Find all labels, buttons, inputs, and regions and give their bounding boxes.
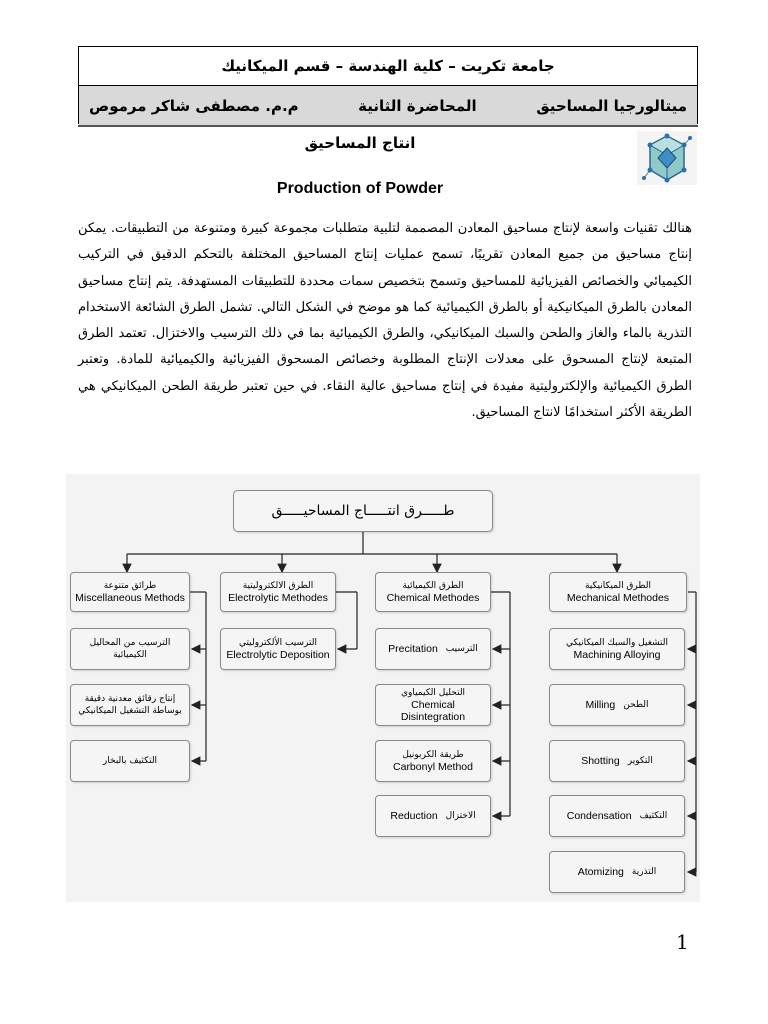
lecture-number: المحاضرة الثانية — [358, 96, 477, 115]
header-subbar — [79, 86, 697, 125]
precipitation-en: Precitation — [388, 643, 438, 655]
misc-item-3: التكثيف بالبخار — [102, 756, 158, 766]
shotting-en: Shotting — [581, 755, 620, 767]
powder-methods-diagram — [66, 474, 700, 902]
electrolytic-deposition-node — [220, 628, 336, 670]
intro-paragraph: هنالك تقنيات واسعة لإنتاج مساحيق المعادن المصممة لتلبية متطلبات مجموعة كبيرة ومتنوعة من التطبيقات. يمكن إنتاج مساحيق من جميع المعادن تقريبًا، تسمح عمليات إنتاج المساحيق المختلفة بالتحكم الدقيق في التركيب الكيميائي والخصائص الفيزيائية للمساحيق وتسمح بتخصيص سمات محددة للتطبيقات المستهدفة. يتم إنتاج مساحيق المعادن بالطرق الميكانيكية أو بالطرق الكيميائية كما هو موضح في الشكل التالي. تشمل الطرق الشائعة الاستخدام التذرية بالماء والغاز والطحن والسبك الميكانيكي، والطرق الكيميائية بما في ذلك الترسيب والاختزال. تعتمد الطرق المتبعة لإنتاج المسحوق على معدلات الإنتاج المطلوبة وخصائص المسحوق الفيزيائية والكيميائية للمادة. وتعتبر الطرق الكيميائية والإلكتروليتية مفيدة في إنتاج مساحيق عالية النقاء. في حين تعتبر طريقة الطحن الميكانيكي هي الطريقة الأكثر استخدامًا لانتاج المساحيق. — [78, 221, 692, 421]
condensation-en: Condensation — [566, 810, 632, 822]
reduction-node — [375, 795, 491, 837]
disintegration-en: Chemical Disintegration — [400, 699, 466, 723]
chemical-en: Chemical Methodes — [386, 592, 480, 604]
mechanical-en: Mechanical Methodes — [566, 592, 670, 604]
electrolytic-en: Electrolytic Methodes — [228, 592, 328, 604]
machining-en: Machining Alloying — [573, 649, 661, 661]
lecturer-name: م.م. مصطفى شاكر مرموص — [89, 96, 299, 115]
machining-ar: التشغيل والسبك الميكانيكي — [565, 638, 669, 648]
diagram-root: طـــــرق انتـــــاج المساحيـــــق — [233, 490, 493, 532]
header-rule — [78, 125, 698, 127]
page-number: 1 — [676, 930, 689, 954]
precipitation-ar: الترسيب — [445, 644, 478, 654]
misc-item-1: الترسيب من المحاليل الكيميائية — [89, 638, 171, 660]
electrolytic-ar: الطرق الالكتروليتية — [242, 581, 314, 591]
vapor-condensation-node — [70, 740, 190, 782]
chemical-disintegration-node — [375, 684, 491, 726]
atomizing-ar: التذرية — [631, 867, 657, 877]
course-name: ميتالورجيا المساحيق — [536, 96, 687, 115]
misc-methods-node — [70, 572, 190, 612]
english-title: Production of Powder — [276, 180, 444, 197]
atomizing-en: Atomizing — [577, 866, 624, 878]
condensation-node — [549, 795, 685, 837]
milling-en: Milling — [585, 699, 616, 711]
atomizing-node — [549, 851, 685, 893]
university-title: جامعة تكريت – كلية الهندسة – قسم الميكانيك — [79, 47, 697, 86]
milling-node — [549, 684, 685, 726]
deposition-en: Electrolytic Deposition — [226, 649, 330, 661]
carbonyl-method-node — [375, 740, 491, 782]
reduction-en: Reduction — [390, 810, 438, 822]
chemical-methods-node — [375, 572, 491, 612]
milling-ar: الطحن — [623, 700, 649, 710]
machining-alloying-node — [549, 628, 685, 670]
reduction-ar: الاختزال — [445, 811, 476, 821]
carbonyl-en: Carbonyl Method — [393, 761, 473, 773]
chemical-ar: الطرق الكيميائية — [402, 581, 464, 591]
mechanical-ar: الطرق الميكانيكية — [584, 581, 652, 591]
misc-ar: طرائق متنوعة — [103, 581, 157, 591]
carbonyl-ar: طريقة الكربونيل — [402, 750, 464, 760]
shotting-node — [549, 740, 685, 782]
fine-metal-flakes-node — [70, 684, 190, 726]
crystal-logo-icon — [636, 130, 698, 186]
disintegration-ar: التحليل الكيمياوي — [400, 688, 466, 698]
condensation-ar: التكثيف — [639, 811, 668, 821]
shotting-ar: التكوير — [627, 756, 653, 766]
precipitation-node — [375, 628, 491, 670]
misc-item-2: إنتاج رقائق معدنية دقيقة بوساطة التشغيل الميكانيكي — [78, 694, 182, 716]
electrolytic-methods-node — [220, 572, 336, 612]
arabic-title: انتاج المساحيق — [304, 134, 416, 152]
misc-en: Miscellaneous Methods — [75, 592, 185, 604]
header-box — [78, 46, 698, 124]
deposition-ar: الترسيب الألكتروليتي — [239, 638, 317, 648]
chemical-solution-precipitation-node — [70, 628, 190, 670]
mechanical-methods-node — [549, 572, 687, 612]
